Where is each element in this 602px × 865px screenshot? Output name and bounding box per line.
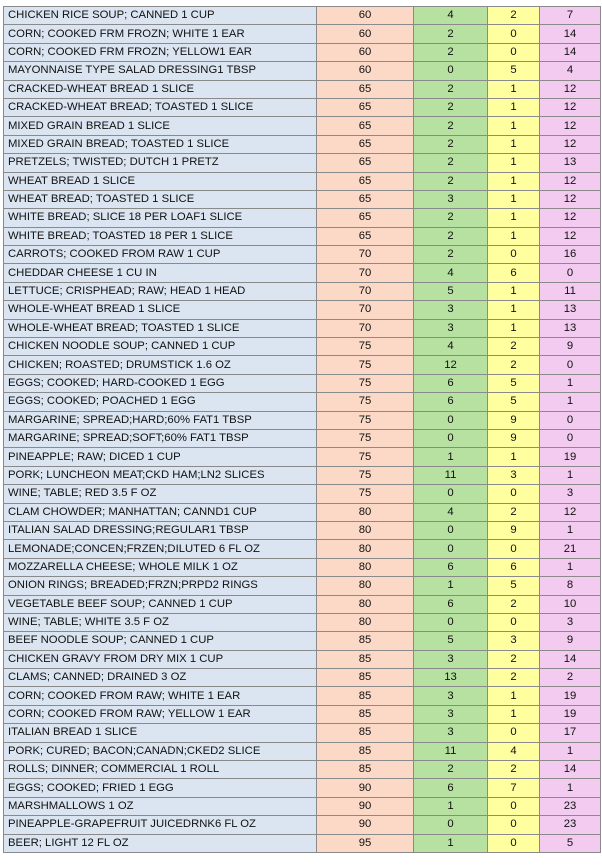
food-name-cell: CHICKEN; ROASTED; DRUMSTICK 1.6 OZ: [4, 356, 317, 374]
table-row: [4, 816, 601, 834]
carbs-cell: 23: [540, 816, 601, 834]
food-name-cell: MIXED GRAIN BREAD 1 SLICE: [4, 117, 317, 135]
protein-cell: 2: [414, 98, 488, 116]
carbs-cell: 23: [540, 797, 601, 815]
protein-cell: 0: [414, 429, 488, 447]
fat-cell: 1: [488, 98, 540, 116]
calories-cell: 90: [317, 779, 414, 797]
calories-cell: 90: [317, 797, 414, 815]
calories-cell: 80: [317, 558, 414, 576]
carbs-cell: 0: [540, 356, 601, 374]
carbs-cell: 19: [540, 687, 601, 705]
protein-cell: 2: [414, 80, 488, 98]
calories-cell: 75: [317, 374, 414, 392]
table-row: [4, 613, 601, 631]
calories-cell: 85: [317, 650, 414, 668]
fat-cell: 4: [488, 742, 540, 760]
protein-cell: 11: [414, 466, 488, 484]
table-row: [4, 558, 601, 576]
food-name-cell: MOZZARELLA CHEESE; WHOLE MILK 1 OZ: [4, 558, 317, 576]
carbs-cell: 13: [540, 319, 601, 337]
protein-cell: 2: [414, 227, 488, 245]
carbs-cell: 19: [540, 448, 601, 466]
table-row: [4, 227, 601, 245]
carbs-cell: 1: [540, 466, 601, 484]
carbs-cell: 21: [540, 540, 601, 558]
food-name-cell: ROLLS; DINNER; COMMERCIAL 1 ROLL: [4, 761, 317, 779]
food-name-cell: ITALIAN BREAD 1 SLICE: [4, 724, 317, 742]
carbs-cell: 14: [540, 25, 601, 43]
food-name-cell: MARSHMALLOWS 1 OZ: [4, 797, 317, 815]
food-name-cell: EGGS; COOKED; POACHED 1 EGG: [4, 393, 317, 411]
carbs-cell: 7: [540, 7, 601, 25]
protein-cell: 4: [414, 503, 488, 521]
food-name-cell: WHOLE-WHEAT BREAD; TOASTED 1 SLICE: [4, 319, 317, 337]
calories-cell: 75: [317, 466, 414, 484]
food-name-cell: WINE; TABLE; RED 3.5 F OZ: [4, 485, 317, 503]
fat-cell: 2: [488, 595, 540, 613]
protein-cell: 3: [414, 190, 488, 208]
calories-cell: 65: [317, 80, 414, 98]
calories-cell: 80: [317, 540, 414, 558]
table-row: [4, 411, 601, 429]
protein-cell: 0: [414, 411, 488, 429]
food-name-cell: CHICKEN NOODLE SOUP; CANNED 1 CUP: [4, 338, 317, 356]
calories-cell: 70: [317, 264, 414, 282]
fat-cell: 2: [488, 650, 540, 668]
food-name-cell: EGGS; COOKED; HARD-COOKED 1 EGG: [4, 374, 317, 392]
calories-cell: 65: [317, 209, 414, 227]
table-row: [4, 429, 601, 447]
food-name-cell: VEGETABLE BEEF SOUP; CANNED 1 CUP: [4, 595, 317, 613]
carbs-cell: 14: [540, 43, 601, 61]
table-row: [4, 669, 601, 687]
table-row: [4, 62, 601, 80]
protein-cell: 3: [414, 319, 488, 337]
food-name-cell: BEER; LIGHT 12 FL OZ: [4, 834, 317, 852]
food-name-cell: CHICKEN GRAVY FROM DRY MIX 1 CUP: [4, 650, 317, 668]
food-name-cell: MIXED GRAIN BREAD; TOASTED 1 SLICE: [4, 135, 317, 153]
carbs-cell: 1: [540, 779, 601, 797]
table-row: [4, 43, 601, 61]
calories-cell: 60: [317, 43, 414, 61]
table-row: [4, 577, 601, 595]
calories-cell: 80: [317, 577, 414, 595]
fat-cell: 2: [488, 503, 540, 521]
fat-cell: 5: [488, 393, 540, 411]
fat-cell: 6: [488, 558, 540, 576]
table-row: [4, 98, 601, 116]
fat-cell: 0: [488, 25, 540, 43]
calories-cell: 75: [317, 393, 414, 411]
table-row: [4, 338, 601, 356]
protein-cell: 0: [414, 485, 488, 503]
carbs-cell: 8: [540, 577, 601, 595]
carbs-cell: 14: [540, 650, 601, 668]
food-name-cell: WHEAT BREAD 1 SLICE: [4, 172, 317, 190]
food-name-cell: WHEAT BREAD; TOASTED 1 SLICE: [4, 190, 317, 208]
food-name-cell: WINE; TABLE; WHITE 3.5 F OZ: [4, 613, 317, 631]
protein-cell: 1: [414, 448, 488, 466]
carbs-cell: 9: [540, 338, 601, 356]
table-row: [4, 356, 601, 374]
calories-cell: 75: [317, 338, 414, 356]
carbs-cell: 16: [540, 246, 601, 264]
food-name-cell: BEEF NOODLE SOUP; CANNED 1 CUP: [4, 632, 317, 650]
protein-cell: 2: [414, 209, 488, 227]
protein-cell: 3: [414, 687, 488, 705]
table-row: [4, 7, 601, 25]
table-row: [4, 521, 601, 539]
fat-cell: 5: [488, 374, 540, 392]
fat-cell: 2: [488, 669, 540, 687]
protein-cell: 2: [414, 154, 488, 172]
food-name-cell: PORK; LUNCHEON MEAT;CKD HAM;LN2 SLICES: [4, 466, 317, 484]
protein-cell: 6: [414, 393, 488, 411]
protein-cell: 1: [414, 577, 488, 595]
table-row: [4, 190, 601, 208]
carbs-cell: 12: [540, 98, 601, 116]
protein-cell: 2: [414, 761, 488, 779]
fat-cell: 1: [488, 190, 540, 208]
protein-cell: 0: [414, 521, 488, 539]
calories-cell: 65: [317, 227, 414, 245]
calories-cell: 80: [317, 503, 414, 521]
food-name-cell: WHOLE-WHEAT BREAD 1 SLICE: [4, 301, 317, 319]
food-name-cell: CORN; COOKED FROM RAW; WHITE 1 EAR: [4, 687, 317, 705]
calories-cell: 80: [317, 521, 414, 539]
food-name-cell: CORN; COOKED FRM FROZN; YELLOW1 EAR: [4, 43, 317, 61]
food-name-cell: CHICKEN RICE SOUP; CANNED 1 CUP: [4, 7, 317, 25]
fat-cell: 9: [488, 429, 540, 447]
calories-cell: 85: [317, 669, 414, 687]
carbs-cell: 12: [540, 117, 601, 135]
calories-cell: 80: [317, 595, 414, 613]
fat-cell: 1: [488, 705, 540, 723]
food-name-cell: MAYONNAISE TYPE SALAD DRESSING1 TBSP: [4, 62, 317, 80]
table-row: [4, 724, 601, 742]
table-row: [4, 761, 601, 779]
fat-cell: 0: [488, 834, 540, 852]
fat-cell: 2: [488, 761, 540, 779]
calories-cell: 85: [317, 687, 414, 705]
protein-cell: 2: [414, 117, 488, 135]
protein-cell: 2: [414, 246, 488, 264]
protein-cell: 1: [414, 834, 488, 852]
table-row: [4, 80, 601, 98]
fat-cell: 1: [488, 154, 540, 172]
table-row: [4, 797, 601, 815]
food-name-cell: PORK; CURED; BACON;CANADN;CKED2 SLICE: [4, 742, 317, 760]
protein-cell: 6: [414, 558, 488, 576]
table-row: [4, 485, 601, 503]
food-name-cell: MARGARINE; SPREAD;SOFT;60% FAT1 TBSP: [4, 429, 317, 447]
carbs-cell: 11: [540, 282, 601, 300]
fat-cell: 1: [488, 227, 540, 245]
carbs-cell: 13: [540, 154, 601, 172]
fat-cell: 6: [488, 264, 540, 282]
protein-cell: 4: [414, 264, 488, 282]
fat-cell: 0: [488, 724, 540, 742]
protein-cell: 3: [414, 705, 488, 723]
food-name-cell: CORN; COOKED FROM RAW; YELLOW 1 EAR: [4, 705, 317, 723]
table-row: [4, 595, 601, 613]
carbs-cell: 12: [540, 190, 601, 208]
protein-cell: 4: [414, 338, 488, 356]
carbs-cell: 13: [540, 301, 601, 319]
protein-cell: 5: [414, 632, 488, 650]
fat-cell: 0: [488, 797, 540, 815]
carbs-cell: 10: [540, 595, 601, 613]
protein-cell: 5: [414, 282, 488, 300]
carbs-cell: 5: [540, 834, 601, 852]
protein-cell: 6: [414, 595, 488, 613]
protein-cell: 11: [414, 742, 488, 760]
calories-cell: 65: [317, 117, 414, 135]
carbs-cell: 3: [540, 613, 601, 631]
carbs-cell: 12: [540, 135, 601, 153]
calories-cell: 80: [317, 613, 414, 631]
carbs-cell: 1: [540, 558, 601, 576]
calories-cell: 60: [317, 7, 414, 25]
protein-cell: 2: [414, 135, 488, 153]
food-name-cell: PINEAPPLE-GRAPEFRUIT JUICEDRNK6 FL OZ: [4, 816, 317, 834]
table-row: [4, 25, 601, 43]
carbs-cell: 0: [540, 264, 601, 282]
carbs-cell: 12: [540, 227, 601, 245]
fat-cell: 0: [488, 613, 540, 631]
calories-cell: 65: [317, 172, 414, 190]
table-row: [4, 705, 601, 723]
food-name-cell: CLAMS; CANNED; DRAINED 3 OZ: [4, 669, 317, 687]
calories-cell: 60: [317, 25, 414, 43]
table-row: [4, 319, 601, 337]
protein-cell: 6: [414, 779, 488, 797]
calories-cell: 65: [317, 154, 414, 172]
fat-cell: 9: [488, 411, 540, 429]
fat-cell: 9: [488, 521, 540, 539]
protein-cell: 13: [414, 669, 488, 687]
carbs-cell: 2: [540, 669, 601, 687]
calories-cell: 75: [317, 429, 414, 447]
table-row: [4, 374, 601, 392]
protein-cell: 2: [414, 25, 488, 43]
food-name-cell: CHEDDAR CHEESE 1 CU IN: [4, 264, 317, 282]
carbs-cell: 1: [540, 374, 601, 392]
table-row: [4, 466, 601, 484]
fat-cell: 0: [488, 246, 540, 264]
food-name-cell: ITALIAN SALAD DRESSING;REGULAR1 TBSP: [4, 521, 317, 539]
fat-cell: 5: [488, 62, 540, 80]
food-name-cell: CLAM CHOWDER; MANHATTAN; CANND1 CUP: [4, 503, 317, 521]
table-row: [4, 282, 601, 300]
calories-cell: 75: [317, 448, 414, 466]
carbs-cell: 12: [540, 503, 601, 521]
nutrition-table: [3, 6, 601, 853]
fat-cell: 3: [488, 466, 540, 484]
protein-cell: 3: [414, 650, 488, 668]
calories-cell: 90: [317, 816, 414, 834]
fat-cell: 0: [488, 485, 540, 503]
carbs-cell: 14: [540, 761, 601, 779]
table-row: [4, 779, 601, 797]
food-name-cell: CRACKED-WHEAT BREAD; TOASTED 1 SLICE: [4, 98, 317, 116]
calories-cell: 70: [317, 319, 414, 337]
table-row: [4, 117, 601, 135]
calories-cell: 65: [317, 135, 414, 153]
table-row: [4, 503, 601, 521]
food-name-cell: ONION RINGS; BREADED;FRZN;PRPD2 RINGS: [4, 577, 317, 595]
food-name-cell: PRETZELS; TWISTED; DUTCH 1 PRETZ: [4, 154, 317, 172]
table-row: [4, 650, 601, 668]
carbs-cell: 19: [540, 705, 601, 723]
food-name-cell: MARGARINE; SPREAD;HARD;60% FAT1 TBSP: [4, 411, 317, 429]
table-row: [4, 540, 601, 558]
food-name-cell: WHITE BREAD; SLICE 18 PER LOAF1 SLICE: [4, 209, 317, 227]
table-row: [4, 687, 601, 705]
protein-cell: 0: [414, 540, 488, 558]
protein-cell: 3: [414, 724, 488, 742]
carbs-cell: 0: [540, 411, 601, 429]
calories-cell: 70: [317, 282, 414, 300]
table-row: [4, 209, 601, 227]
protein-cell: 0: [414, 613, 488, 631]
fat-cell: 0: [488, 540, 540, 558]
table-row: [4, 264, 601, 282]
fat-cell: 0: [488, 43, 540, 61]
table-row: [4, 393, 601, 411]
food-name-cell: CARROTS; COOKED FROM RAW 1 CUP: [4, 246, 317, 264]
calories-cell: 85: [317, 705, 414, 723]
protein-cell: 2: [414, 172, 488, 190]
table-row: [4, 135, 601, 153]
calories-cell: 75: [317, 411, 414, 429]
carbs-cell: 17: [540, 724, 601, 742]
fat-cell: 1: [488, 319, 540, 337]
fat-cell: 3: [488, 632, 540, 650]
table-body: [4, 7, 601, 853]
table-row: [4, 742, 601, 760]
carbs-cell: 9: [540, 632, 601, 650]
fat-cell: 1: [488, 448, 540, 466]
carbs-cell: 3: [540, 485, 601, 503]
fat-cell: 1: [488, 172, 540, 190]
fat-cell: 1: [488, 282, 540, 300]
protein-cell: 3: [414, 301, 488, 319]
carbs-cell: 0: [540, 429, 601, 447]
carbs-cell: 1: [540, 742, 601, 760]
carbs-cell: 1: [540, 393, 601, 411]
protein-cell: 1: [414, 797, 488, 815]
fat-cell: 5: [488, 577, 540, 595]
carbs-cell: 12: [540, 209, 601, 227]
calories-cell: 95: [317, 834, 414, 852]
fat-cell: 2: [488, 356, 540, 374]
food-name-cell: CRACKED-WHEAT BREAD 1 SLICE: [4, 80, 317, 98]
calories-cell: 75: [317, 485, 414, 503]
food-name-cell: PINEAPPLE; RAW; DICED 1 CUP: [4, 448, 317, 466]
calories-cell: 65: [317, 190, 414, 208]
table-row: [4, 246, 601, 264]
fat-cell: 1: [488, 135, 540, 153]
fat-cell: 1: [488, 80, 540, 98]
fat-cell: 1: [488, 209, 540, 227]
calories-cell: 85: [317, 742, 414, 760]
table-row: [4, 448, 601, 466]
calories-cell: 85: [317, 724, 414, 742]
table-row: [4, 154, 601, 172]
fat-cell: 7: [488, 779, 540, 797]
calories-cell: 65: [317, 98, 414, 116]
table-row: [4, 834, 601, 852]
food-name-cell: LETTUCE; CRISPHEAD; RAW; HEAD 1 HEAD: [4, 282, 317, 300]
fat-cell: 2: [488, 7, 540, 25]
fat-cell: 1: [488, 117, 540, 135]
protein-cell: 2: [414, 43, 488, 61]
calories-cell: 85: [317, 761, 414, 779]
food-name-cell: EGGS; COOKED; FRIED 1 EGG: [4, 779, 317, 797]
food-name-cell: LEMONADE;CONCEN;FRZEN;DILUTED 6 FL OZ: [4, 540, 317, 558]
table-row: [4, 172, 601, 190]
food-name-cell: WHITE BREAD; TOASTED 18 PER 1 SLICE: [4, 227, 317, 245]
protein-cell: 6: [414, 374, 488, 392]
protein-cell: 4: [414, 7, 488, 25]
calories-cell: 85: [317, 632, 414, 650]
carbs-cell: 12: [540, 172, 601, 190]
carbs-cell: 12: [540, 80, 601, 98]
protein-cell: 0: [414, 62, 488, 80]
calories-cell: 70: [317, 246, 414, 264]
fat-cell: 2: [488, 338, 540, 356]
fat-cell: 0: [488, 816, 540, 834]
calories-cell: 75: [317, 356, 414, 374]
food-name-cell: CORN; COOKED FRM FROZN; WHITE 1 EAR: [4, 25, 317, 43]
calories-cell: 70: [317, 301, 414, 319]
table-row: [4, 301, 601, 319]
carbs-cell: 4: [540, 62, 601, 80]
fat-cell: 1: [488, 687, 540, 705]
calories-cell: 60: [317, 62, 414, 80]
protein-cell: 0: [414, 816, 488, 834]
table-row: [4, 632, 601, 650]
protein-cell: 12: [414, 356, 488, 374]
fat-cell: 1: [488, 301, 540, 319]
carbs-cell: 1: [540, 521, 601, 539]
